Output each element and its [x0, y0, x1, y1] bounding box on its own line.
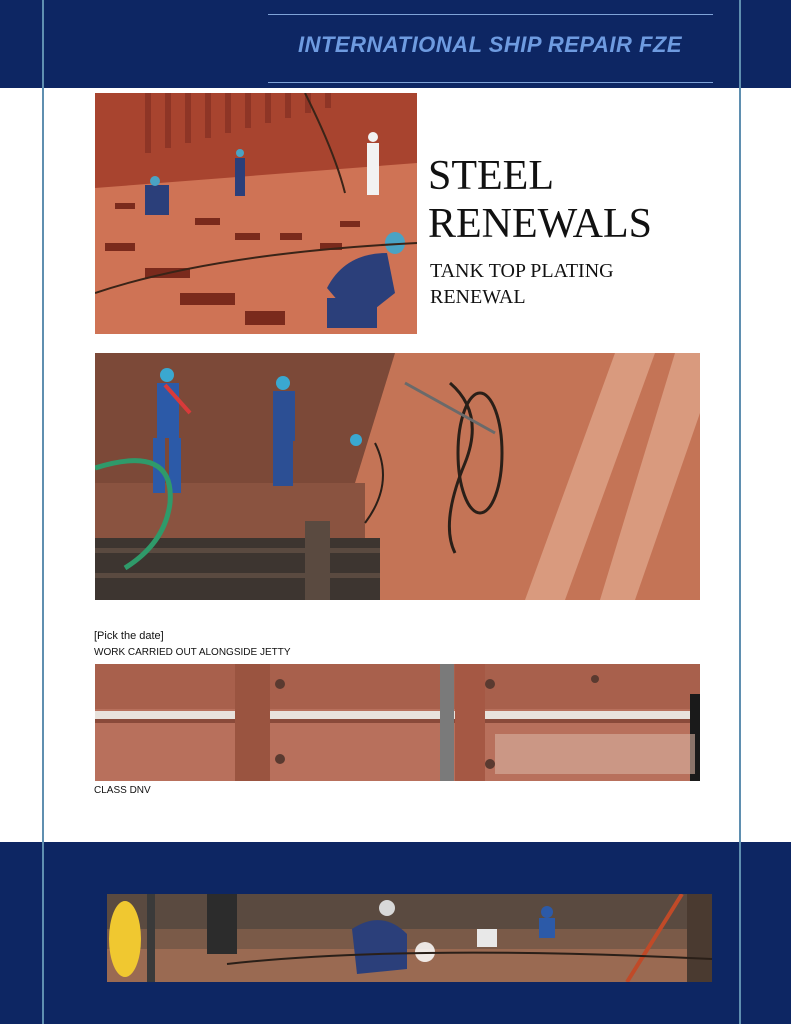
document-subtitle [430, 258, 730, 310]
class-text: CLASS DNV [94, 785, 151, 796]
photo-welding-strip [107, 894, 712, 982]
left-margin-line [42, 0, 44, 1024]
photo-welded-plating [95, 664, 700, 781]
subtitle-line-2: RENEWAL [430, 286, 526, 308]
company-name: INTERNATIONAL SHIP REPAIR FZE [297, 32, 683, 57]
title-line-renewals: RENEWALS [428, 201, 652, 247]
document-title [428, 152, 728, 248]
title-line-steel: STEEL [428, 153, 554, 199]
header-rule-bottom [268, 82, 713, 83]
date-placeholder[interactable]: [Pick the date] [94, 630, 164, 642]
right-margin-line [739, 0, 741, 1024]
work-location-text: WORK CARRIED OUT ALONGSIDE JETTY [94, 647, 291, 658]
header-rule-top [268, 14, 713, 15]
subtitle-line-1: TANK TOP PLATING [430, 260, 614, 282]
photo-tank-top-workers [95, 93, 417, 334]
photo-tank-interior-wide [95, 353, 700, 600]
